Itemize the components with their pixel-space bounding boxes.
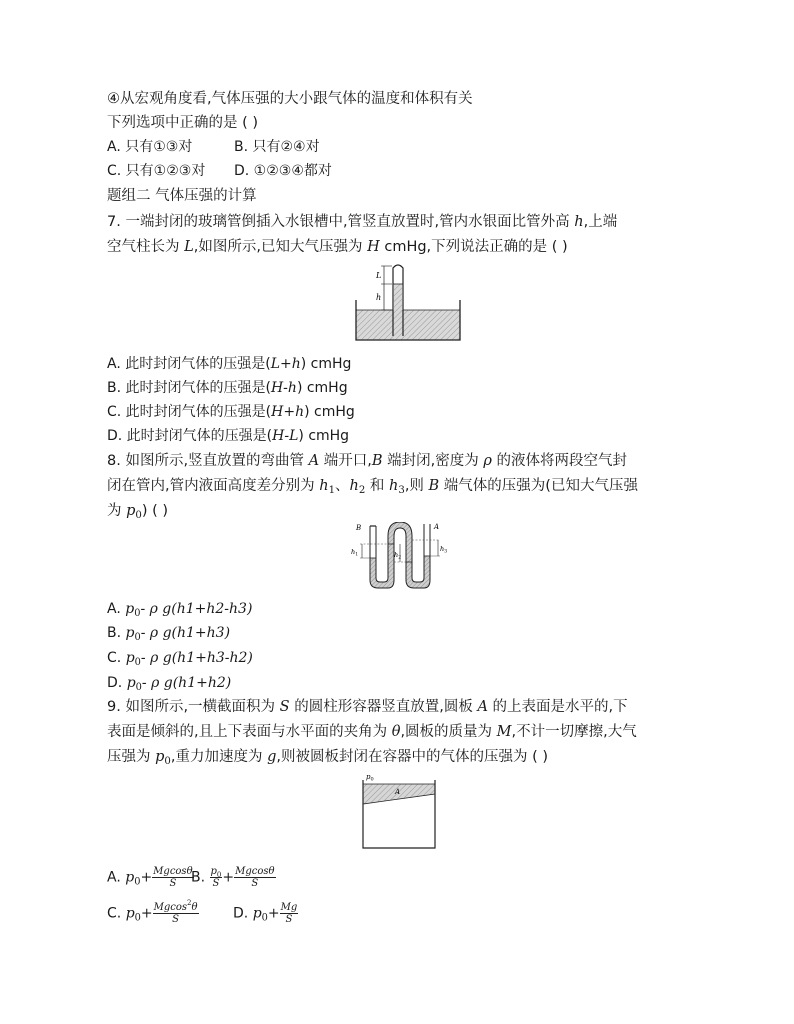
q8-option-a-sub: 0 — [134, 608, 141, 619]
q9-option-d-sub: 0 — [261, 912, 268, 924]
q9-option-b-fraction — [234, 866, 275, 889]
q8-option-a-rhog: - ρ g — [140, 601, 172, 617]
q8-option-a[interactable] — [107, 599, 252, 619]
q8-option-b-expr: (h1+h3) — [171, 625, 231, 641]
q8-text: 端封闭,密度为 — [382, 453, 484, 469]
q7-option-c[interactable] — [107, 402, 355, 422]
q8-option-d[interactable] — [107, 673, 231, 693]
q9-option-a-sub: 0 — [134, 876, 141, 888]
fraction-denominator: S — [172, 914, 179, 925]
q7-stem-line-1 — [107, 212, 617, 232]
q7-text: 7. 一端封闭的玻璃管倒插入水银槽中,管竖直放置时,管内水银面比管外高 — [107, 214, 575, 230]
label-B: B — [356, 524, 362, 532]
q7-option-a-prefix: A. 此时封闭气体的压强是( — [107, 356, 271, 372]
q8-option-b-rhog: - ρ g — [140, 625, 172, 641]
q9-stem-line-3 — [107, 747, 548, 767]
q8-stem-line-3 — [107, 501, 168, 521]
fraction-denominator: S — [251, 878, 259, 889]
q9-stem-line-1 — [107, 697, 628, 717]
q6-option-b[interactable] — [234, 137, 320, 157]
q9-option-b-plus: + — [222, 869, 235, 886]
q6-option-d-text: D. ①②③④都对 — [234, 163, 332, 179]
q7-option-d-unit: ) cmHg — [298, 428, 350, 444]
section-title-text: 题组二 气体压强的计算 — [107, 188, 257, 204]
q9-option-d-fraction — [280, 902, 299, 925]
q6-statement-4 — [107, 89, 473, 109]
q8-var-B: B — [428, 478, 440, 494]
q9-var-S: S — [279, 699, 290, 715]
q9-option-c-sub: 0 — [134, 912, 141, 924]
q7-option-c-unit: ) cmHg — [304, 404, 355, 420]
q7-option-c-expr: H+h — [271, 404, 305, 420]
q8-text: 端气体的压强为(已知大气压强 — [439, 478, 638, 494]
label-h3: $h_3$ — [440, 545, 448, 555]
q8-text: 和 — [365, 478, 390, 494]
q6-question — [107, 113, 258, 133]
q8-option-d-p: p — [126, 675, 136, 691]
q8-option-b-label: B. — [107, 625, 126, 641]
q8-sub-1: 1 — [328, 485, 336, 496]
fraction-numerator: Mg — [280, 902, 298, 913]
q9-option-d-plus: + — [267, 905, 280, 922]
q9-option-c-plus: + — [140, 905, 153, 922]
q9-var-M: M — [496, 724, 512, 740]
q9-option-a-fraction — [152, 866, 193, 889]
q7-text: cmHg,下列说法正确的是 ( ) — [379, 239, 568, 255]
q9-option-b-fraction-p0 — [210, 866, 223, 889]
q8-option-c-label: C. — [107, 650, 126, 666]
q8-sub-2: 2 — [358, 485, 366, 496]
q9-text: ,重力加速度为 — [170, 749, 268, 765]
q9-figure-svg — [358, 770, 440, 850]
label-h2: $h_2$ — [394, 551, 402, 561]
q7-option-b-unit: ) cmHg — [296, 380, 348, 396]
q6-statement-4-text: ④从宏观角度看,气体压强的大小跟气体的温度和体积有关 — [107, 91, 473, 107]
fraction-numerator — [153, 899, 199, 914]
q9-option-c-fraction — [153, 899, 199, 925]
q7-option-d[interactable] — [107, 426, 349, 446]
q8-figure-bent-tube — [350, 522, 452, 594]
q9-var-A: A — [477, 699, 488, 715]
q9-text: ,则被圆板封闭在容器中的气体的压强为 ( ) — [276, 749, 549, 765]
q7-option-a-expr: L+h — [270, 356, 301, 372]
numerator-theta: θ — [191, 902, 198, 913]
q8-stem-line-1 — [107, 451, 627, 471]
q9-option-b-label: B. — [191, 869, 210, 886]
q8-option-c-rhog: - ρ g — [140, 650, 172, 666]
q7-figure-mercury-tube — [354, 262, 462, 344]
q9-option-c-label: C. — [107, 905, 126, 922]
q7-option-c-prefix: C. 此时封闭气体的压强是( — [107, 404, 272, 420]
q7-text: 空气柱长为 — [107, 239, 185, 255]
q7-option-d-prefix: D. 此时封闭气体的压强是( — [107, 428, 273, 444]
q8-sub-3: 3 — [398, 485, 405, 496]
q7-option-b-expr: H-h — [270, 380, 297, 396]
q9-option-a-label: A. — [107, 869, 126, 886]
numerator-p: p — [210, 866, 217, 877]
q7-option-a-unit: ) cmHg — [300, 356, 352, 372]
fraction-numerator: Mgcosθ — [235, 866, 275, 877]
q8-stem-line-2 — [107, 476, 638, 496]
q9-stem-line-2 — [107, 722, 637, 742]
q7-option-a[interactable] — [107, 354, 351, 374]
q6-option-c[interactable] — [107, 161, 205, 181]
q6-option-a[interactable] — [107, 137, 192, 157]
q8-var-h1: h — [319, 478, 329, 494]
q9-var-theta: θ — [391, 724, 401, 740]
mercury-trough — [356, 310, 460, 340]
q8-var-A: A — [308, 453, 320, 469]
q9-text: 9. 如图所示,一横截面积为 — [107, 699, 280, 715]
q9-option-c-p: p — [125, 905, 135, 922]
q9-figure-container — [358, 770, 440, 850]
q6-option-b-text: B. 只有②④对 — [234, 139, 320, 155]
q7-text: ,如图所示,已知大气压强为 — [193, 239, 368, 255]
numerator-sub: 0 — [216, 871, 222, 879]
q8-option-d-sub: 0 — [135, 682, 142, 693]
label-h1: $h_1$ — [351, 548, 359, 558]
q8-var-h3: h — [389, 478, 399, 494]
q6-question-text: 下列选项中正确的是 ( ) — [107, 115, 259, 131]
q7-option-b-prefix: B. 此时封闭气体的压强是( — [107, 380, 271, 396]
q8-option-d-label: D. — [107, 675, 127, 691]
q9-option-d-label: D. — [233, 905, 253, 922]
label-L: L — [376, 271, 382, 280]
q9-option-b[interactable] — [191, 866, 276, 889]
q9-text: 表面是倾斜的,且上下表面与水平面的夹角为 — [107, 724, 392, 740]
q8-figure-svg — [350, 522, 452, 594]
q9-text: 的上表面是水平的,下 — [487, 699, 628, 715]
q8-option-d-expr: (h1+h2) — [172, 675, 232, 691]
q8-var-rho: ρ — [483, 453, 492, 469]
section-title — [107, 186, 257, 206]
q8-var-p0: p — [126, 503, 136, 519]
q9-sub-0: 0 — [164, 756, 171, 767]
fraction-denominator: S — [285, 914, 293, 925]
q8-option-b[interactable] — [107, 623, 230, 643]
q8-text: 端开口, — [319, 453, 372, 469]
q8-option-a-p: p — [125, 601, 135, 617]
q6-option-c-text: C. 只有①②③对 — [107, 163, 206, 179]
q8-text: 8. 如图所示,竖直放置的弯曲管 — [107, 453, 309, 469]
q8-sub-0: 0 — [135, 510, 142, 521]
label-A: A — [395, 788, 401, 796]
q8-option-d-rhog: - ρ g — [141, 675, 173, 691]
q8-text: ,则 — [404, 478, 429, 494]
q8-var-B: B — [371, 453, 383, 469]
q6-option-d[interactable] — [234, 161, 332, 181]
q8-text: 、 — [335, 478, 350, 494]
q9-var-p0: p — [155, 749, 165, 765]
q7-var-h: h — [574, 214, 584, 230]
q8-option-c-sub: 0 — [134, 657, 141, 668]
q9-option-d[interactable] — [233, 902, 298, 925]
fraction-numerator — [210, 866, 223, 878]
q8-option-a-label: A. — [107, 601, 126, 617]
q8-option-c-p: p — [125, 650, 135, 666]
q7-option-b[interactable] — [107, 378, 348, 398]
q7-var-H: H — [367, 239, 380, 255]
q9-option-d-p: p — [252, 905, 262, 922]
q8-var-h2: h — [349, 478, 359, 494]
q9-text: 的圆柱形容器竖直放置,圆板 — [289, 699, 478, 715]
q8-option-c-expr: (h1+h3-h2) — [171, 650, 253, 666]
q7-figure-svg — [354, 262, 462, 344]
q8-text: ) ( ) — [141, 503, 169, 519]
fraction-denominator: S — [212, 878, 220, 889]
fraction-denominator: S — [169, 878, 177, 889]
mercury-column — [394, 284, 402, 336]
label-h: h — [376, 293, 382, 302]
q9-option-a-p: p — [125, 869, 135, 886]
q9-text: ,圆板的质量为 — [400, 724, 497, 740]
q6-option-a-text: A. 只有①③对 — [107, 139, 193, 155]
label-p0: $p_0$ — [366, 773, 374, 783]
numerator-mgcos: Mgcos — [153, 902, 188, 913]
q7-text: ,上端 — [583, 214, 618, 230]
q8-text: 为 — [107, 503, 127, 519]
q9-var-g: g — [267, 749, 277, 765]
q8-option-b-p: p — [125, 625, 135, 641]
q9-text: ,不计一切摩擦,大气 — [511, 724, 637, 740]
q8-text: 闭在管内,管内液面高度差分别为 — [107, 478, 320, 494]
q7-stem-line-2 — [107, 237, 568, 257]
q8-option-c[interactable] — [107, 648, 253, 668]
label-A: A — [434, 523, 440, 531]
q8-option-b-sub: 0 — [134, 632, 141, 643]
q9-option-a[interactable] — [107, 866, 194, 889]
q9-option-a-plus: + — [140, 869, 153, 886]
fraction-numerator: Mgcosθ — [153, 866, 193, 877]
q9-option-c[interactable] — [107, 899, 199, 925]
q8-option-a-expr: (h1+h2-h3) — [171, 601, 253, 617]
q8-text: 的液体将两段空气封 — [491, 453, 627, 469]
q9-text: 压强为 — [107, 749, 156, 765]
q7-option-d-expr: H-L — [272, 428, 299, 444]
q7-var-L: L — [184, 239, 194, 255]
numerator-sup: 2 — [187, 899, 192, 907]
